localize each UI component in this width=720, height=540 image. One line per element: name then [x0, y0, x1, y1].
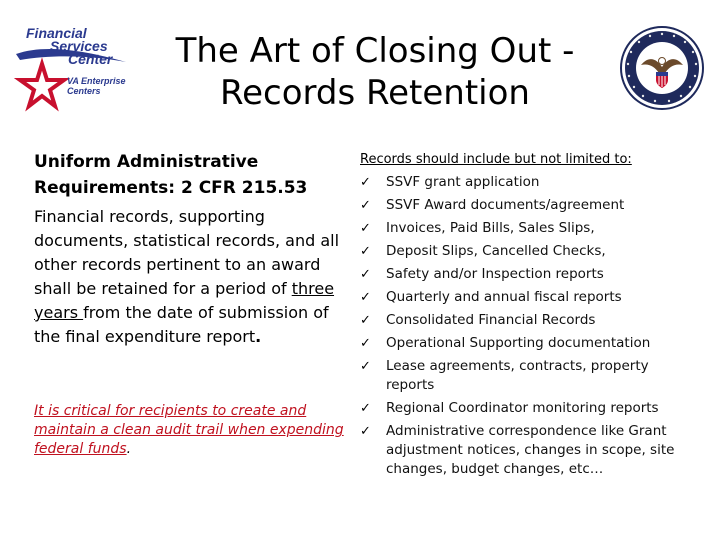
record-item-text: Invoices, Paid Bills, Sales Slips,: [386, 220, 595, 236]
check-icon: ✓: [360, 336, 371, 351]
check-icon: ✓: [360, 359, 371, 374]
left-column: [34, 149, 354, 349]
record-item-text: Regional Coordinator monitoring reports: [386, 400, 659, 416]
callout-text: It is critical for recipients to create and maintain a clean audit trail when expending federal funds: [34, 403, 344, 457]
check-icon: ✓: [360, 267, 371, 282]
record-item-text: Lease agreements, contracts, property reports: [386, 358, 649, 393]
left-body-underlined: three years: [34, 279, 335, 322]
check-icon: ✓: [360, 175, 371, 190]
record-item-text: Consolidated Financial Records: [386, 312, 596, 328]
list-item: [360, 311, 700, 330]
list-item: [360, 357, 700, 395]
logo-sub-centers: Centers: [67, 86, 101, 96]
record-item-text: SSVF Award documents/agreement: [386, 197, 625, 213]
right-column: [360, 151, 700, 483]
record-item-text: Operational Supporting documentation: [386, 335, 651, 351]
list-item: [360, 265, 700, 284]
list-item: [360, 219, 700, 238]
record-item-text: Quarterly and annual fiscal reports: [386, 289, 622, 305]
va-seal-icon: [619, 25, 705, 111]
callout-end: .: [126, 441, 132, 457]
check-icon: ✓: [360, 424, 371, 439]
check-icon: ✓: [360, 290, 371, 305]
record-item-text: SSVF grant application: [386, 174, 540, 190]
list-item: [360, 422, 700, 479]
logo-word-financial: Financial: [26, 25, 87, 41]
check-icon: ✓: [360, 313, 371, 328]
record-item-text: Administrative correspondence like Grant adjustment notices, changes in scope, site changes, budget changes, etc…: [386, 423, 675, 477]
left-heading: Uniform Administrative Requirements: 2 CFR 215.53: [34, 152, 308, 198]
left-body-before: Financial records, supporting documents, statistical records, and all other records pertinent to an award shall be retained for a period of: [34, 207, 340, 298]
logo-sub-va-enterprise: VA Enterprise: [67, 76, 126, 86]
check-icon: ✓: [360, 198, 371, 213]
logo-word-services: Services: [50, 38, 108, 54]
left-body-after: from the date of submission of the final expenditure report: [34, 303, 329, 346]
logo-word-center: Center: [68, 51, 113, 67]
check-icon: ✓: [360, 221, 371, 236]
list-item: [360, 399, 700, 418]
record-item-text: Safety and/or Inspection reports: [386, 266, 604, 282]
records-heading: Records should include but not limited to:: [360, 152, 632, 167]
fsc-logo: [14, 20, 134, 118]
check-icon: ✓: [360, 244, 371, 259]
list-item: [360, 242, 700, 261]
check-icon: ✓: [360, 401, 371, 416]
list-item: [360, 173, 700, 192]
left-body-end: .: [255, 327, 262, 346]
audit-trail-callout: [34, 402, 369, 459]
list-item: [360, 334, 700, 353]
list-item: [360, 196, 700, 215]
list-item: [360, 288, 700, 307]
record-item-text: Deposit Slips, Cancelled Checks,: [386, 243, 606, 259]
left-body-paragraph: [34, 205, 346, 349]
slide-title: The Art of Closing Out - Records Retention: [175, 31, 575, 113]
records-list: [360, 173, 700, 479]
